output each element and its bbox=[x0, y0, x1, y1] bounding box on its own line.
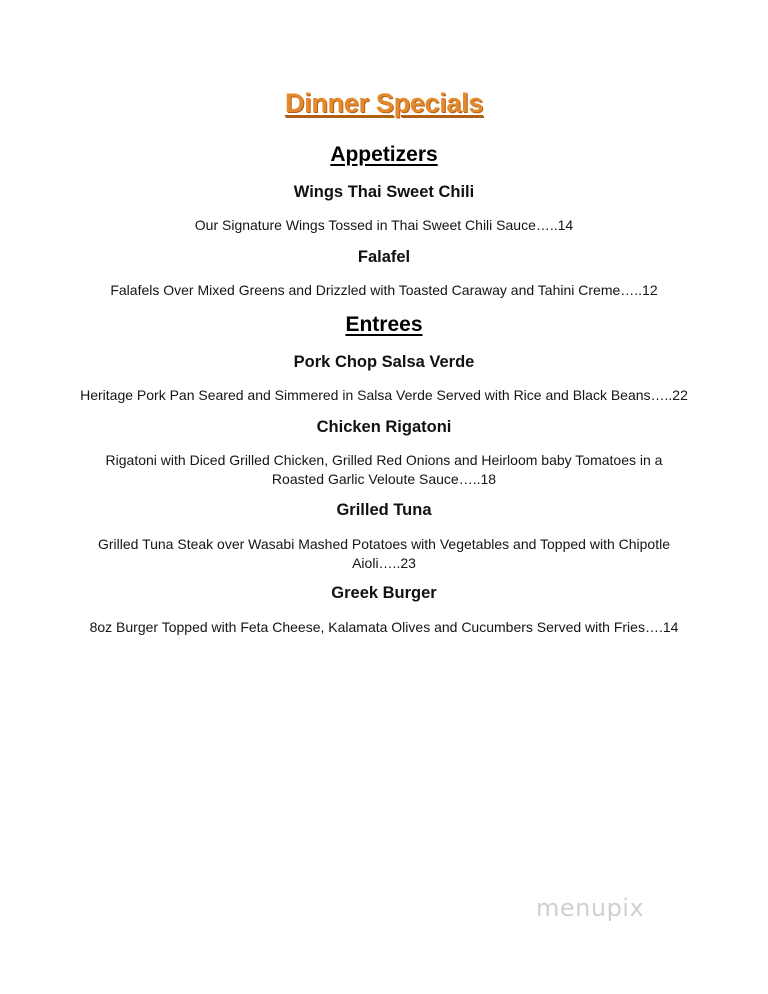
menu-item-description: Heritage Pork Pan Seared and Simmered in Salsa Verde Served with Rice and Black Beans…..22 bbox=[80, 387, 688, 403]
menupix-watermark bbox=[532, 872, 682, 932]
menu-item-name: Greek Burger bbox=[331, 584, 437, 602]
menu-item-description: 8oz Burger Topped with Feta Cheese, Kalamata Olives and Cucumbers Served with Fries….14 bbox=[89, 619, 679, 635]
page-title: Dinner Specials bbox=[284, 88, 484, 118]
menu-item-description: Rigatoni with Diced Grilled Chicken, Grilled Red Onions and Heirloom baby Tomatoes in a Roasted Garlic Veloute Sauce…..18 bbox=[105, 452, 663, 487]
menu-item-name: Pork Chop Salsa Verde bbox=[293, 353, 475, 371]
menu-item-description: Falafels Over Mixed Greens and Drizzled with Toasted Caraway and Tahini Creme…..12 bbox=[110, 282, 658, 298]
section-heading-appetizers: Appetizers bbox=[330, 143, 438, 166]
menupix-logo: menupix bbox=[536, 894, 645, 922]
menu-item-description: Grilled Tuna Steak over Wasabi Mashed Potatoes with Vegetables and Topped with Chipotle Aioli…..23 bbox=[97, 536, 670, 571]
section-heading-entrees: Entrees bbox=[345, 313, 423, 336]
menu-item-name: Falafel bbox=[357, 248, 411, 266]
menu-item-name: Chicken Rigatoni bbox=[316, 418, 452, 436]
menu-item-description: Our Signature Wings Tossed in Thai Sweet Chili Sauce…..14 bbox=[194, 217, 574, 233]
menu-item-name: Wings Thai Sweet Chili bbox=[293, 183, 475, 201]
menu-item-name: Grilled Tuna bbox=[336, 501, 432, 519]
